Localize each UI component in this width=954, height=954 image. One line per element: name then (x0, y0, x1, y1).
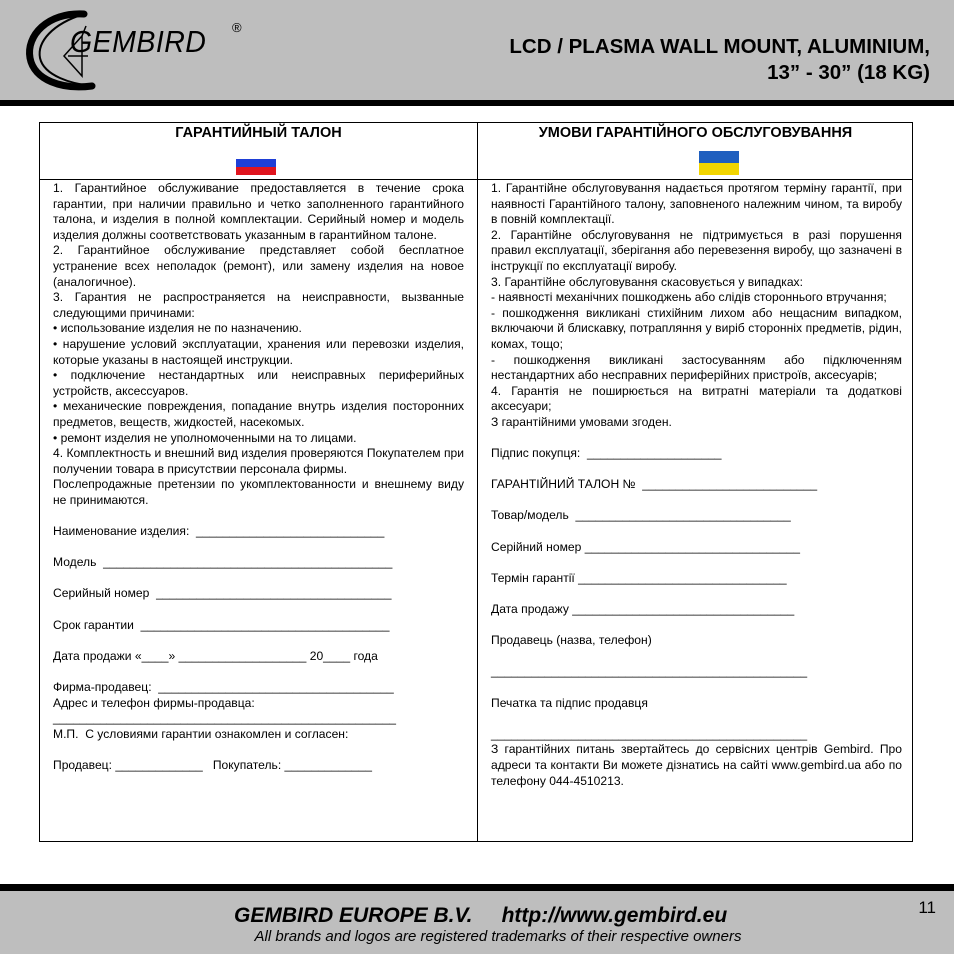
ua-field-serial[interactable]: Серійний номер ________________________________ (491, 539, 800, 554)
flag-stripe (699, 151, 739, 163)
ru-field-address-label: Адрес и телефон фирмы-продавца: (53, 695, 255, 710)
ua-field-seller-line[interactable]: _______________________________________________ (491, 664, 808, 679)
ru-terms-column (53, 181, 464, 774)
product-title-line2: 13” - 30” (18 KG) (767, 61, 930, 84)
ru-term-paragraph: • механические повреждения, попадание внутрь изделия посторонних предметов, веществ, жидкостей, насекомых. (53, 399, 464, 429)
flag-stripe (236, 159, 276, 167)
registered-mark: ® (232, 20, 242, 35)
ru-field-serial[interactable]: Серийный номер ___________________________________ (53, 586, 392, 601)
ru-term-paragraph: • ремонт изделия не уполномоченными на то лицами. (53, 430, 357, 445)
footer-divider (0, 884, 954, 891)
ua-term-paragraph: - пошкодження викликані застосуванням або підключенням нестандартних або несправних периферійних пристроїв, аксесуарів; (491, 352, 902, 383)
ru-term-paragraph: 2. Гарантийное обслуживание представляет собой бесплатное устранение всех неполадок (ремонт), или замену изделия на новое (аналогичное). (53, 243, 464, 289)
brand-name: GEMBIRD (70, 24, 207, 59)
ua-term-paragraph: 2. Гарантійне обслуговування не підтримується в разі порушення правил експлуатації, зберігання або перевезення виробу, що зазначені в інструкції по експлуатації виробу. (491, 227, 902, 273)
header-row-divider (40, 179, 912, 180)
ru-section-title: ГАРАНТИЙНЫЙ ТАЛОН (175, 125, 342, 141)
flag-stripe (236, 167, 276, 175)
russian-flag-icon (236, 151, 276, 175)
ua-field-stamp-label: Печатка та підпис продавця (491, 695, 648, 710)
page-number: 11 (918, 898, 936, 917)
ua-term-paragraph: 1. Гарантійне обслуговування надається протягом терміну гарантії, при наявності Гарантійного талону, заповненого належним чином, та виробу в повній комплектації. (491, 181, 902, 227)
ru-field-signatures[interactable]: Продавец: _____________ Покупатель: _____________ (53, 757, 372, 772)
ru-term-paragraph: • использование изделия не по назначению. (53, 321, 302, 336)
ru-term-paragraph: Послепродажные претензии по укомплектованности и внешнему виду не принимаются. (53, 477, 464, 507)
warranty-table (39, 122, 913, 842)
ua-terms-column (491, 181, 902, 789)
product-title-line1: LCD / PLASMA WALL MOUNT, ALUMINIUM, (509, 35, 930, 58)
ru-term-paragraph: 1. Гарантийное обслуживание предоставляется в течение срока гарантии, при наличии правильно и четко заполненного гарантийного талона, и изделия в полной комплектации. Серийный номер и модель изделия должны соответствовать указанным в гарантийном талоне. (53, 181, 464, 242)
ru-term-paragraph: • подключение нестандартных или неисправных периферийных устройств, аксессуаров. (53, 368, 464, 398)
ua-field-stamp-line[interactable]: _______________________________________________ (491, 726, 808, 741)
ua-field-seller-label: Продавець (назва, телефон) (491, 633, 652, 648)
ua-field-ticket-number[interactable]: ГАРАНТІЙНИЙ ТАЛОН № __________________________ (491, 477, 818, 492)
ua-field-buyer-signature[interactable]: Підпис покупця: ____________________ (491, 446, 722, 461)
header-divider (0, 100, 954, 106)
ru-agreement-text: М.П. С условиями гарантии ознакомлен и согласен: (53, 726, 349, 741)
ru-field-product-name[interactable]: Наименование изделия: ____________________________ (53, 524, 385, 539)
ru-term-paragraph: 4. Комплектность и внешний вид изделия проверяются Покупателем при получении товара в присутствии персонала фирмы. (53, 446, 464, 476)
page-header (0, 0, 954, 100)
ru-term-paragraph: • нарушение условий эксплуатации, хранения или перевозки изделия, которые указаны в настоящей инструкции. (53, 336, 464, 367)
ru-field-seller-firm[interactable]: Фирма-продавец: ___________________________________ (53, 680, 394, 694)
ukrainian-flag-icon (699, 151, 739, 175)
flag-stripe (236, 151, 276, 159)
ru-term-paragraph: 3. Гарантия не распространяется на неисправности, вызванные следующими причинами: (53, 290, 464, 320)
ru-field-sale-date[interactable]: Дата продажи «____» ___________________ 20____ года (53, 648, 378, 663)
ua-contact-info: З гарантійних питань звертайтесь до сервісних центрів Gembird. Про адреси та контакти Ви можете дізнатись на сайті www.gembird.ua або по телефону 044-4510213. (491, 742, 902, 788)
ua-field-product[interactable]: Товар/модель ________________________________ (491, 508, 791, 523)
ua-section-title: УМОВИ ГАРАНТІЙНОГО ОБСЛУГОВУВАННЯ (538, 125, 853, 141)
ru-field-model[interactable]: Модель ___________________________________________ (53, 555, 393, 570)
ua-field-warranty-term[interactable]: Термін гарантії _______________________________ (491, 570, 787, 585)
ua-field-sale-date[interactable]: Дата продажу _________________________________ (491, 602, 795, 617)
ua-term-paragraph: 3. Гарантійне обслуговування скасовується у випадках: (491, 274, 803, 289)
footer-trademark-note: All brands and logos are registered trademarks of their respective owners (254, 928, 742, 945)
ua-term-paragraph: - пошкодження викликані стихійним лихом або нещасним випадком, включаючи й блискавку, потрапляння у виріб сторонніх предметів, рідин, комах, тощо; (491, 305, 902, 351)
ua-term-paragraph: - наявності механічних пошкоджень або слідів стороннього втручання; (491, 290, 887, 305)
column-divider (477, 123, 478, 841)
product-title (509, 34, 930, 86)
ua-term-paragraph: 4. Гарантія не поширюється на витратні матеріали та додаткові аксесуари; (491, 383, 902, 414)
footer-company: GEMBIRD EUROPE B.V. http://www.gembird.eu (234, 904, 728, 927)
ua-term-paragraph: З гарантійними умовами згоден. (491, 414, 672, 429)
ru-field-address-line[interactable]: ___________________________________________________ (53, 711, 397, 726)
flag-stripe (699, 163, 739, 175)
ru-field-warranty-term[interactable]: Срок гарантии _____________________________________ (53, 617, 390, 632)
